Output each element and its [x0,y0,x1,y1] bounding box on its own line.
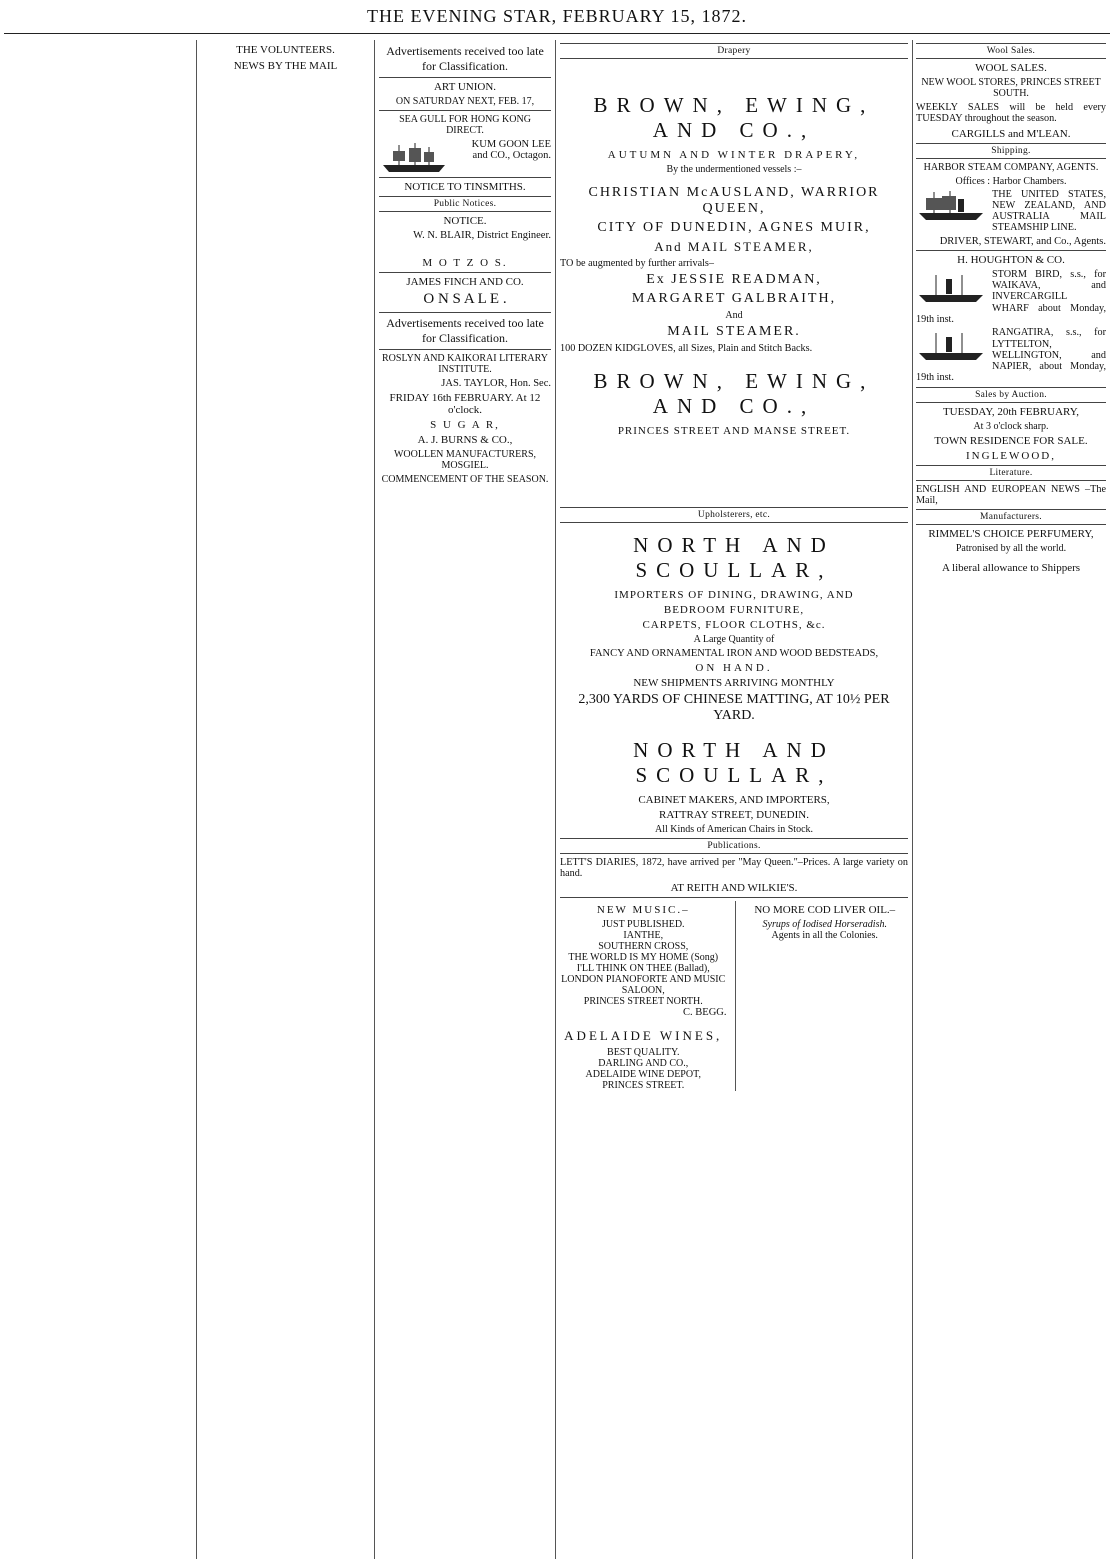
notice-title: NOTICE. [443,215,487,227]
and-text: And [725,310,743,322]
kum-goon-sig: KUM GOON LEE and CO., Octagon. [471,139,551,161]
think-of-thee: I'LL THINK ON THEE (Ballad), [576,963,710,975]
ianthe: IANTHE, [623,930,664,942]
music-ad [560,901,727,1091]
james-finch: JAMES FINCH AND CO. [379,272,551,288]
masthead [0,0,1114,34]
storm-bird: STORM BIRD, s.s., for WAIKAVA, and INVERCARGILL WHARF about Monday, 19th inst. [916,268,1106,325]
upholsterers-label: Upholsterers, etc. [560,507,908,523]
autumn-winter: AUTUMN AND WINTER DRAPERY, [607,149,861,161]
column-5 [916,40,1106,1559]
kidgloves: 100 DOZEN KIDGLOVES, all Sizes, Plain and Stitch Backs. [560,343,813,355]
music-title: NEW MUSIC.– [596,904,690,917]
ns-line-7: NEW SHIPMENTS ARRIVING MONTHLY [633,676,835,689]
roslyn-title: ROSLYN AND KAIKORAI LITERARY INSTITUTE. [382,353,548,375]
north-scoullar-name: NORTH AND SCOULLAR, [633,532,835,582]
tinsmiths-title: NOTICE TO TINSMITHS. [379,177,551,193]
column-1 [8,40,192,1559]
cod-sub: Syrups of Iodised Horseradish. [762,919,887,931]
column-3 [379,40,551,1559]
wool-stores: NEW WOOL STORES, PRINCES STREET SOUTH. [921,77,1101,99]
princes-street: PRINCES STREET. [602,1080,685,1092]
ns-line-1: IMPORTERS OF DINING, DRAWING, AND [614,588,854,601]
vessels-line-3: And MAIL STEAMER, [654,239,814,254]
friday-sale: FRIDAY 16th FEBRUARY. At 12 o'clock. [389,392,541,416]
agents-colonies: Agents in all the Colonies. [771,930,878,942]
jas-taylor-sig: JAS. TAYLOR, Hon. Sec. [441,378,551,389]
arrivals-intro: TO be augmented by further arrivals– [560,258,714,269]
column-divider [374,40,375,1559]
ns-line-2: BEDROOM FURNITURE, [663,603,805,616]
sugar-title: S U G A R, [430,419,500,431]
volunteers-heading: THE VOLUNTEERS. [236,44,335,56]
rangatira: RANGATIRA, s.s., for LYTTELTON, WELLINGTON, and NAPIER, about Monday, 19th inst. [916,327,1106,384]
ns-line-9: CABINET MAKERS, AND IMPORTERS, [638,793,830,806]
jessie-readman: Ex JESSIE READMAN, [646,272,822,288]
steamship-icon [916,329,986,363]
ns-line-6: ON HAND. [695,661,773,674]
driver-stewart: DRIVER, STEWART, and Co., Agents. [939,235,1106,247]
begg-sig: C. BEGG. [683,1007,727,1019]
brown-ewing-name-2: BROWN, EWING, AND CO., [593,368,875,418]
burns-title: A. J. BURNS & CO., [417,434,513,446]
reith-wilkie: AT REITH AND WILKIE'S. [670,882,798,895]
ns-line-5: FANCY AND ORNAMENTAL IRON AND WOOD BEDSTEADS, [589,647,879,659]
publications-label: Publications. [560,838,908,854]
vessels-line-2: CITY OF DUNEDIN, AGNES MUIR, [597,220,871,235]
masthead-rule [4,33,1110,34]
newspaper-title: THE EVENING STAR, FEBRUARY 15, 1872. [367,6,747,26]
commencement-title: COMMENCEMENT OF THE SEASON. [381,474,549,485]
on-sale-title: O N S A L E . [423,291,507,307]
column-2 [201,40,370,1559]
princes-north: PRINCES STREET NORTH. [583,996,703,1008]
late-ads-heading: Advertisements received too late for Classification. [379,44,551,78]
ns-line-4: A Large Quantity of [693,633,775,645]
cod-title: NO MORE COD LIVER OIL.– [754,904,896,917]
town-residence: TOWN RESIDENCE FOR SALE. [934,434,1088,447]
liberal-allowance: A liberal allowance to Shippers [941,562,1081,575]
harbor-offices: Offices : Harbor Chambers. [955,175,1067,187]
manufacturers-label: Manufacturers. [916,509,1106,525]
blair-sig: W. N. BLAIR, District Engineer. [413,230,551,241]
vessels-line-1: CHRISTIAN McAUSLAND, WARRIOR QUEEN, [588,185,880,216]
rimmel-title: RIMMEL'S CHOICE PERFUMERY, [928,528,1094,541]
weekly-sales: WEEKLY SALES will be held every TUESDAY throughout the season. [916,102,1106,125]
auction-time: At 3 o'clock sharp. [973,420,1049,432]
margaret-galbraith: MARGARET GALBRAITH, [631,291,837,307]
north-scoullar-name-2: NORTH AND SCOULLAR, [633,737,835,787]
best-quality: BEST QUALITY. [607,1047,680,1059]
houghton-title: H. HOUGHTON & CO. [916,250,1106,266]
adelaide-wines: ADELAIDE WINES, [564,1028,723,1044]
sea-gull-title: SEA GULL FOR HONG KONG DIRECT. [379,110,551,136]
brown-ewing-address: PRINCES STREET AND MANSE STREET. [617,424,851,437]
southern-cross: SOUTHERN CROSS, [598,941,689,953]
ship-icon [379,141,449,175]
late-ads-heading-2: Advertisements received too late for Classification. [379,312,551,350]
art-union-time: ON SATURDAY NEXT, FEB. 17, [395,96,535,107]
column-4 [560,40,908,1559]
news-by-mail-heading: NEWS BY THE MAIL [233,60,338,72]
rimmel-sub: Patronised by all the world. [955,543,1067,555]
wool-sales-label: Wool Sales. [916,43,1106,59]
column-divider [555,40,556,1559]
shipping-label: Shipping. [916,143,1106,159]
music-saloon: LONDON PIANOFORTE AND MUSIC SALOON, [561,974,726,997]
cargills-sig: CARGILLS and M'LEAN. [951,127,1071,140]
brown-ewing-name: BROWN, EWING, AND CO., [593,93,875,142]
world-home: THE WORLD IS MY HOME (Song) [568,952,719,964]
column-divider [196,40,197,1559]
auction-tuesday: TUESDAY, 20th FEBRUARY, [942,405,1080,418]
woollen-title: WOOLLEN MANUFACTURERS, MOSGIEL. [393,449,537,471]
just-published: JUST PUBLISHED. [601,919,685,931]
cod-liver-ad [735,901,909,1091]
letts-diaries: LETT'S DIARIES, 1872, have arrived per "May Queen."–Prices. A large variety on hand. [560,856,908,879]
wool-sales-title: WOOL SALES. [975,62,1047,74]
the-mail-paper: ENGLISH AND EUROPEAN NEWS –The Mail, [916,483,1106,507]
literature-label: Literature. [916,465,1106,481]
mail-steamer: MAIL STEAMER. [667,324,801,340]
public-notices-label: Public Notices. [379,196,551,212]
motzos-title: M O T Z O S. [422,257,508,269]
art-union-title: ART UNION. [433,81,497,93]
us-nz-line: THE UNITED STATES, NEW ZEALAND, AND AUSTRALIA MAIL STEAMSHIP LINE. [992,188,1106,234]
steamship-icon [916,271,986,305]
adelaide-depot: ADELAIDE WINE DEPOT, [585,1069,701,1081]
steamship-icon [916,189,986,223]
auction-label: Sales by Auction. [916,387,1106,403]
ns-line-8: 2,300 YARDS OF CHINESE MATTING, AT 10½ PER YARD. [578,691,890,723]
darling-co: DARLING AND CO., [598,1058,689,1070]
vessels-intro: By the undermentioned vessels :– [666,164,802,175]
harbor-steam: HARBOR STEAM COMPANY, AGENTS. [923,161,1099,173]
column-divider [912,40,913,1559]
bottom-ads [560,897,908,1091]
inglewood: INGLEWOOD, [966,449,1056,462]
ns-line-3: CARPETS, FLOOR CLOTHS, &c. [642,618,826,631]
ns-line-10: RATTRAY STREET, DUNEDIN. [659,808,809,821]
drapery-label: Drapery [560,43,908,59]
ns-line-11: All Kinds of American Chairs in Stock. [654,823,814,835]
